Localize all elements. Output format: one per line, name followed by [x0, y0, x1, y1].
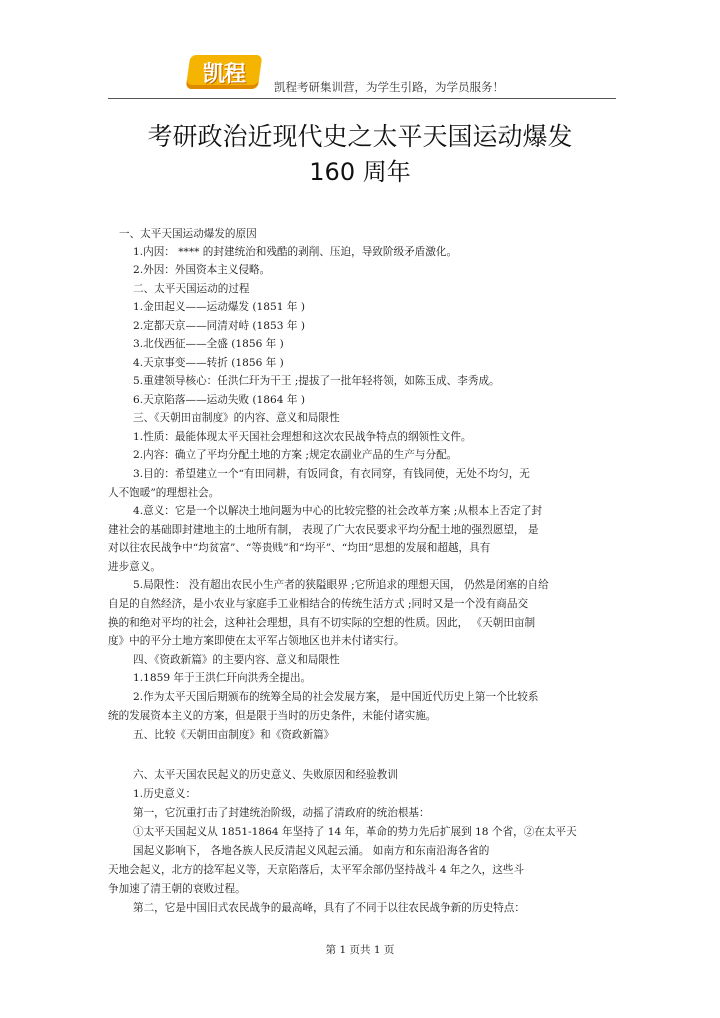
logo-text: 凯程 [202, 61, 245, 87]
body-line: 1.历史意义： [133, 788, 197, 800]
document-title-line-1: 考研政治近现代史之太平天国运动爆发 [147, 122, 573, 151]
body-line: 2.作为太平天国后期颁布的统筹全局的社会发展方案， 是中国近代历史上第一个比较系 [133, 691, 539, 703]
section-heading: 一、太平天国运动爆发的原因 [119, 228, 257, 240]
page-number: 第 1 页共 1 页 [325, 944, 395, 956]
body-line: 4.意义：它是一个以解决土地问题为中心的比较完整的社会改革方案 ;从根本上否定了封 [133, 505, 543, 517]
body-line: 人不饱暖”的理想社会。 [108, 487, 220, 499]
section-heading: 二、太平天国运动的过程 [133, 283, 250, 295]
body-line: 5.重建领导核心：任洪仁玕为干王 ;提拔了一批年轻将领，如陈玉成、李秀成。 [133, 375, 500, 387]
body-line: 4.天京事变——转折 (1856 年 ) [133, 357, 284, 369]
body-line: 自足的自然经济，是小农业与家庭手工业相结合的传统生活方式 ;同时又是一个没有商品交 [108, 598, 529, 610]
body-line: 3.目的：希望建立一个“有田同耕，有饭同食，有衣同穿，有钱同使，无处不均匀，无 [133, 468, 530, 480]
document-title-line-2: 160 周年 [309, 158, 411, 186]
body-line: 3.北伐西征——全盛 (1856 年 ) [133, 338, 284, 350]
section-heading: 三、《天朝田亩制度》的内容、意义和局限性 [133, 412, 340, 424]
body-line: 2.内容：确立了平均分配土地的方案 ;规定农副业产品的生产与分配。 [133, 449, 458, 461]
body-line: 5.局限性： 没有超出农民小生产者的狭隘眼界 ;它所追求的理想天国， 仍然是闭塞的自给 [133, 579, 549, 591]
body-line: 统的发展资本主义的方案，但是限于当时的历史条件，未能付诸实施。 [108, 710, 437, 722]
header-slogan: 凯程考研集训营，为学生引路，为学员服务！ [274, 80, 504, 94]
section-heading: 四、《资政新篇》的主要内容、意义和局限性 [133, 654, 340, 666]
section-heading: 六、太平天国农民起义的历史意义、失败原因和经验教训 [133, 769, 398, 781]
body-line: 天地会起义，北方的捻军起义等，天京陷落后，太平军余部仍坚持战斗 4 年之久，这些斗 [108, 864, 525, 876]
header-divider [108, 98, 616, 99]
body-line: 2.外因：外国资本主义侵略。 [133, 264, 271, 276]
body-line: 对以往农民战争中“均贫富”、“等贵贱”和“均平”、“均田”思想的发展和超越，具有 [108, 542, 491, 554]
body-line: 建社会的基础即封建地主的土地所有制， 表现了广大农民要求平均分配土地的强烈愿望， 是 [108, 524, 539, 536]
body-line: 6.天京陷落——运动失败 (1864 年 ) [133, 394, 305, 406]
company-logo [186, 55, 263, 89]
body-line: 第二，它是中国旧式农民战争的最高峰，具有了不同于以往农民战争新的历史特点： [133, 902, 525, 914]
body-line: 国起义影响下， 各地各族人民反清起义风起云涌。 如南方和东南沿海各省的 [133, 845, 490, 857]
body-line: 第一，它沉重打击了封建统治阶级，动摇了清政府的统治根基： [133, 807, 430, 819]
body-line: 1.内因： **** 的封建统治和残酷的剥削、压迫，导致阶级矛盾激化。 [133, 246, 458, 258]
section-heading: 五、比较《天朝田亩制度》和《资政新篇》 [133, 729, 335, 741]
body-line: 1.1859 年于王洪仁玕向洪秀全提出。 [133, 672, 312, 684]
body-line: 2.定都天京——同清对峙 (1853 年 ) [133, 320, 305, 332]
body-line: 1.金田起义——运动爆发 (1851 年 ) [133, 301, 305, 313]
body-line: 换的和绝对平均的社会，这种社会理想，具有不切实际的空想的性质。因此， 《天朝田亩制 [108, 617, 536, 629]
body-line: 1.性质：最能体现太平天国社会理想和这次农民战争特点的纲领性文件。 [133, 431, 472, 443]
body-line: 度》中的平分土地方案即使在太平军占领地区也并未付诸实行。 [108, 635, 405, 647]
body-line: 进步意义。 [108, 561, 161, 573]
body-line: 争加速了清王朝的衰败过程。 [108, 883, 246, 895]
body-line: ①太平天国起义从 1851-1864 年坚持了 14 年，革命的势力先后扩展到 18 个省，②在太平天 [133, 826, 577, 838]
